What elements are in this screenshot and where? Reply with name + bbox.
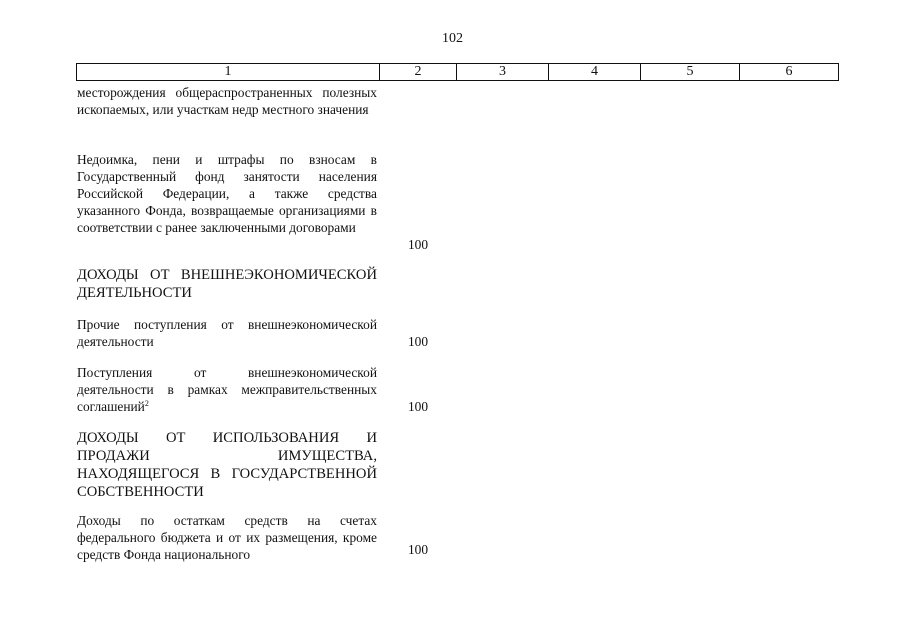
row-continuation-text: месторождения общераспространенных полезных ископаемых, или участкам недр местного значения	[77, 85, 377, 117]
column-header-6: 6	[740, 64, 839, 81]
row-intergovernmental-text	[77, 364, 377, 415]
row-other-foreign-economic-value: 100	[407, 334, 429, 349]
section-heading-state-property: ДОХОДЫ ОТ ИСПОЛЬЗОВАНИЯ И ПРОДАЖИ ИМУЩЕСТВА, НАХОДЯЩЕГОСЯ В ГОСУДАРСТВЕННОЙ СОБСТВЕННОСТИ	[77, 430, 377, 500]
column-header-4: 4	[549, 64, 641, 81]
column-header-3: 3	[457, 64, 549, 81]
footnote-marker: 2	[144, 399, 149, 408]
row-intergovernmental-label: Поступления от внешнеэкономической деятельности в рамках межправительственных соглашений	[77, 365, 377, 414]
row-intergovernmental-value: 100	[407, 399, 429, 414]
page-number: 102	[442, 31, 463, 46]
row-unemployment-fund-text: Недоимка, пени и штрафы по взносам в Государственный фонд занятости населения Российской Федерации, а также средства указанного Фонда, возвращаемые организациями в соответствии с ранее заключенными договорами	[77, 152, 377, 235]
column-header-5: 5	[641, 64, 740, 81]
column-header-1: 1	[77, 64, 380, 81]
column-header-table	[76, 63, 839, 81]
row-budget-balances-value: 100	[407, 542, 429, 557]
row-other-foreign-economic-text: Прочие поступления от внешнеэкономической деятельности	[77, 317, 377, 349]
section-heading-foreign-economic: ДОХОДЫ ОТ ВНЕШНЕЭКОНОМИЧЕСКОЙ ДЕЯТЕЛЬНОСТИ	[77, 267, 377, 301]
row-unemployment-fund-value: 100	[407, 237, 429, 252]
column-header-row	[77, 64, 839, 81]
column-header-2: 2	[380, 64, 457, 81]
row-budget-balances-text: Доходы по остаткам средств на счетах федерального бюджета и от их размещения, кроме средств Фонда национального	[77, 513, 377, 562]
